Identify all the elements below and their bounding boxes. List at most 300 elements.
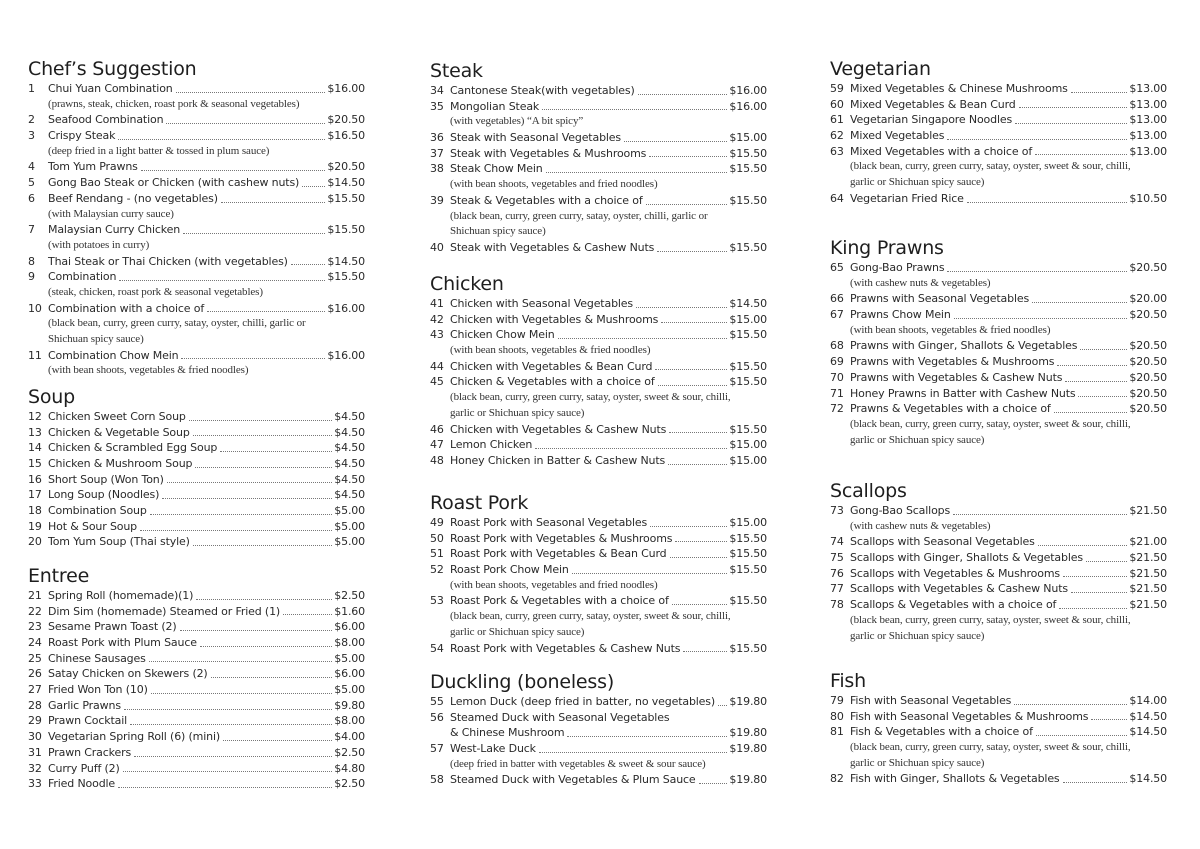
item-price: $2.50 [334, 588, 365, 602]
item-number: 66 [830, 292, 844, 306]
menu-item [830, 401, 1167, 417]
item-name: Vegetarian Fried Rice [850, 191, 964, 205]
item-number: 11 [28, 348, 42, 362]
item-name: Chicken & Vegetables with a choice of [450, 375, 655, 389]
item-price: $20.50 [1129, 355, 1167, 369]
item-name: Chicken & Mushroom Soup [48, 457, 193, 471]
dot-leader [134, 752, 332, 757]
item-number: 29 [28, 714, 42, 728]
dot-leader [558, 334, 728, 339]
item-name: Chicken with Vegetables & Cashew Nuts [450, 422, 667, 436]
item-name: Roast Pork with Vegetables & Mushrooms [450, 531, 673, 545]
menu-item [830, 771, 1167, 787]
dot-leader [1054, 408, 1128, 413]
dot-leader [119, 276, 325, 281]
dot-leader [967, 198, 1128, 203]
dot-leader [646, 200, 728, 205]
item-price: $4.50 [334, 425, 365, 439]
menu-item [28, 456, 365, 472]
item-price: $5.00 [334, 519, 365, 533]
section-title: Soup [28, 386, 75, 408]
menu-item [28, 714, 365, 730]
menu-item [430, 531, 767, 547]
item-price: $15.50 [729, 328, 767, 342]
menu-item [28, 409, 365, 425]
item-name: Steak with Vegetables & Cashew Nuts [450, 240, 655, 254]
item-price: $16.00 [327, 81, 365, 95]
dot-leader [1086, 557, 1127, 562]
menu-item-continuation [430, 725, 767, 741]
item-description: (with cashew nuts & vegetables) [850, 519, 991, 532]
menu-item [430, 741, 767, 757]
item-price: $14.50 [729, 296, 767, 310]
item-name: Chicken & Scrambled Egg Soup [48, 441, 218, 455]
menu-section [830, 479, 1167, 644]
item-description: (with cashew nuts & vegetables) [850, 276, 991, 289]
menu-item [28, 729, 365, 745]
item-description: garlic or Shichuan spicy sauce) [850, 176, 985, 189]
section-title: Roast Pork [430, 492, 529, 514]
item-price: $8.00 [334, 714, 365, 728]
item-price: $4.50 [334, 472, 365, 486]
item-name: Roast Pork with Plum Sauce [48, 636, 197, 650]
menu-item [830, 81, 1167, 97]
item-price: $20.50 [1129, 370, 1167, 384]
dot-leader [149, 657, 333, 662]
item-name: Vegetarian Spring Roll (6) (mini) [48, 730, 221, 744]
item-name: Scallops with Seasonal Vegetables [850, 535, 1035, 549]
item-price: $16.00 [327, 348, 365, 362]
dot-leader [683, 647, 727, 652]
menu-item [28, 112, 365, 128]
item-price: $20.50 [327, 113, 365, 127]
item-number: 20 [28, 535, 42, 549]
item-name: Chicken & Vegetable Soup [48, 425, 190, 439]
dot-leader [947, 135, 1127, 140]
item-name: Tom Yum Soup (Thai style) [48, 535, 190, 549]
item-price: $14.00 [1129, 693, 1167, 707]
dot-leader [953, 510, 1127, 515]
item-name: Lemon Duck (deep fried in batter, no vegetables) [450, 694, 716, 708]
item-price: $14.50 [327, 176, 365, 190]
item-price: $4.80 [334, 761, 365, 775]
item-price: $10.50 [1129, 191, 1167, 205]
dot-leader [572, 569, 728, 574]
item-name: Chicken Sweet Corn Soup [48, 409, 186, 423]
menu-item [830, 534, 1167, 550]
dot-leader [183, 229, 325, 234]
menu-section [430, 670, 767, 788]
item-number: 9 [28, 270, 35, 284]
item-name: Fish with Ginger, Shallots & Vegetables [850, 772, 1060, 786]
item-number: 30 [28, 730, 42, 744]
item-number: 14 [28, 441, 42, 455]
item-name: Roast Pork with Seasonal Vegetables [450, 515, 648, 529]
item-number: 78 [830, 598, 844, 612]
item-price: $15.50 [729, 641, 767, 655]
menu-item [430, 593, 767, 609]
menu-item [830, 191, 1167, 207]
item-number: 32 [28, 761, 42, 775]
item-number: 76 [830, 566, 844, 580]
item-price: $4.50 [334, 488, 365, 502]
item-name: Scallops with Ginger, Shallots & Vegetables [850, 551, 1083, 565]
menu-item [830, 709, 1167, 725]
dot-leader [118, 135, 325, 140]
item-name: Fish with Seasonal Vegetables & Mushrooms [850, 709, 1089, 723]
menu-item [28, 487, 365, 503]
item-name: Chicken with Vegetables & Mushrooms [450, 312, 659, 326]
dot-leader [200, 642, 332, 647]
dot-leader [1035, 150, 1127, 155]
menu-section [430, 491, 767, 656]
item-name: Sesame Prawn Toast (2) [48, 620, 177, 634]
item-number: 28 [28, 698, 42, 712]
menu-item [430, 359, 767, 375]
section-title: Vegetarian [830, 58, 931, 80]
section-title: King Prawns [830, 237, 944, 259]
item-description: (black bean, curry, green curry, satay, oyster, sweet & sour, chilli, [850, 741, 1131, 754]
item-name: Roast Pork with Vegetables & Bean Curd [450, 547, 667, 561]
dot-leader [1091, 715, 1127, 720]
item-name: Steamed Duck with Vegetables & Plum Sauce [450, 773, 696, 787]
item-name: Gong-Bao Prawns [850, 260, 945, 274]
item-number: 59 [830, 81, 844, 95]
item-number: 3 [28, 129, 35, 143]
item-price: $8.00 [334, 636, 365, 650]
item-price: $2.50 [334, 745, 365, 759]
item-price: $15.50 [729, 422, 767, 436]
item-price: $15.50 [729, 193, 767, 207]
item-description: (black bean, curry, green curry, satay, oyster, sweet & sour, chilli, [850, 417, 1131, 430]
item-price: $15.00 [729, 131, 767, 145]
item-number: 6 [28, 191, 35, 205]
item-number: 19 [28, 519, 42, 533]
menu-item [430, 130, 767, 146]
menu-section [830, 669, 1167, 787]
item-name: Garlic Prawns [48, 698, 121, 712]
item-price: $20.50 [1129, 339, 1167, 353]
section-title: Duckling (boneless) [430, 671, 615, 693]
item-number: 82 [830, 772, 844, 786]
item-number: 56 [430, 710, 444, 724]
item-name: Gong-Bao Scallops [850, 503, 951, 517]
menu-item [430, 422, 767, 438]
item-description: (steak, chicken, roast pork & seasonal vegetables) [48, 286, 263, 298]
dot-leader [130, 720, 332, 725]
menu-item [28, 503, 365, 519]
item-price: $15.50 [729, 594, 767, 608]
item-description: (deep fried in a light batter & tossed in plum sauce) [48, 144, 270, 157]
item-number: 79 [830, 693, 844, 707]
item-name: Prawns Chow Mein [850, 308, 951, 322]
item-number: 73 [830, 503, 844, 517]
item-number: 7 [28, 223, 35, 237]
menu-item [28, 159, 365, 175]
item-name: Honey Chicken in Batter & Cashew Nuts [450, 453, 666, 467]
item-number: 35 [430, 99, 444, 113]
item-number: 23 [28, 620, 42, 634]
item-description: (with bean shoots, vegetables and fried noodles) [450, 578, 658, 591]
dot-leader [124, 705, 332, 710]
menu-item [830, 566, 1167, 582]
item-name: Long Soup (Noodles) [48, 488, 160, 502]
item-price: $13.00 [1129, 113, 1167, 127]
item-price: $20.00 [1129, 292, 1167, 306]
item-name: Chui Yuan Combination [48, 81, 173, 95]
menu-item [28, 440, 365, 456]
dot-leader [151, 689, 333, 694]
item-number: 34 [430, 83, 444, 97]
item-number: 26 [28, 667, 42, 681]
item-number: 75 [830, 551, 844, 565]
dot-leader [546, 168, 728, 173]
dot-leader [624, 137, 727, 142]
menu-item [830, 724, 1167, 740]
dot-leader [672, 600, 728, 605]
item-price: $16.00 [729, 99, 767, 113]
item-number: 27 [28, 683, 42, 697]
item-price: $6.00 [334, 620, 365, 634]
menu-section [830, 236, 1167, 448]
menu-section [830, 57, 1167, 207]
menu-item [28, 761, 365, 777]
item-number: 67 [830, 308, 844, 322]
item-number: 51 [430, 547, 444, 561]
item-name: Scallops with Vegetables & Mushrooms [850, 566, 1060, 580]
item-name: Combination with a choice of [48, 301, 205, 315]
item-number: 57 [430, 742, 444, 756]
dot-leader [655, 365, 727, 370]
item-description: (black bean, curry, green curry, satay, oyster, sweet & sour, chilli, [850, 613, 1131, 626]
menu-item [430, 453, 767, 469]
dot-leader [699, 779, 728, 784]
item-price: $21.00 [1129, 535, 1167, 549]
dot-leader [211, 673, 333, 678]
dot-leader [670, 553, 728, 558]
item-name: Steak with Seasonal Vegetables [450, 131, 622, 145]
item-name: Dim Sim (homemade) Steamed or Fried (1) [48, 604, 281, 618]
item-number: 40 [430, 240, 444, 254]
item-number: 39 [430, 193, 444, 207]
item-number: 68 [830, 339, 844, 353]
section-title: Chef’s Suggestion [28, 58, 197, 80]
menu-item [28, 604, 365, 620]
item-name: Steamed Duck with Seasonal Vegetables [450, 710, 670, 724]
item-price: $16.00 [327, 301, 365, 315]
dot-leader [118, 783, 332, 788]
item-description: (black bean, curry, green curry, satay, oyster, chilli, garlic or [48, 317, 306, 330]
item-number: 45 [430, 375, 444, 389]
item-number: 74 [830, 535, 844, 549]
dot-leader [140, 526, 332, 531]
item-price: $5.00 [334, 683, 365, 697]
item-name: Prawns with Ginger, Shallots & Vegetables [850, 339, 1078, 353]
item-number: 81 [830, 725, 844, 739]
dot-leader [166, 119, 325, 124]
item-description: (with bean shoots, vegetables & fried noodles) [850, 323, 1051, 336]
menu-item [430, 772, 767, 788]
item-number: 4 [28, 160, 35, 174]
item-price: $15.50 [327, 223, 365, 237]
menu-item [28, 588, 365, 604]
dot-leader [180, 626, 333, 631]
item-price: $13.00 [1129, 129, 1167, 143]
item-number: 47 [430, 438, 444, 452]
menu-item [430, 641, 767, 657]
menu-section [28, 57, 365, 379]
item-name: Fish & Vegetables with a choice of [850, 725, 1033, 739]
item-price: $16.50 [327, 129, 365, 143]
item-name: Vegetarian Singapore Noodles [850, 113, 1013, 127]
menu-item [430, 515, 767, 531]
item-name: Prawn Cocktail [48, 714, 128, 728]
item-description: (black bean, curry, green curry, satay, oyster, chilli, garlic or [450, 209, 708, 222]
item-price: $20.50 [1129, 308, 1167, 322]
menu-item [430, 327, 767, 343]
menu-item [28, 666, 365, 682]
item-name: Combination Soup [48, 504, 147, 518]
dot-leader [196, 595, 332, 600]
item-name: Lemon Chicken [450, 438, 533, 452]
dot-leader [1071, 88, 1128, 93]
item-number: 2 [28, 113, 35, 127]
item-number: 18 [28, 504, 42, 518]
dot-leader [675, 537, 727, 542]
item-price: $15.50 [729, 547, 767, 561]
dot-leader [535, 444, 727, 449]
item-name: Mixed Vegetables [850, 129, 945, 143]
dot-leader [668, 460, 727, 465]
dot-leader [150, 510, 333, 515]
dot-leader [123, 767, 333, 772]
item-price: $4.00 [334, 730, 365, 744]
item-name: Steak & Vegetables with a choice of [450, 193, 643, 207]
item-price: $5.00 [334, 504, 365, 518]
item-name: Malaysian Curry Chicken [48, 223, 181, 237]
dot-leader [1057, 361, 1127, 366]
menu-item [430, 146, 767, 162]
dot-leader [638, 90, 728, 95]
item-number: 50 [430, 531, 444, 545]
section-title: Fish [830, 670, 866, 692]
item-name: Prawns with Vegetables & Cashew Nuts [850, 370, 1063, 384]
item-price: $5.00 [334, 651, 365, 665]
item-number: 33 [28, 777, 42, 791]
item-description: (with vegetables) “A bit spicy” [450, 115, 584, 128]
dot-leader [657, 247, 727, 252]
item-description: (with Malaysian curry sauce) [48, 207, 174, 220]
item-description: (with bean shoots, vegetables & fried noodles) [48, 364, 249, 377]
item-number: 10 [28, 301, 42, 315]
item-name: Roast Pork Chow Mein [450, 563, 569, 577]
dot-leader [167, 478, 333, 483]
item-number: 36 [430, 131, 444, 145]
item-name: Roast Pork with Vegetables & Cashew Nuts [450, 641, 681, 655]
item-number: 53 [430, 594, 444, 608]
item-price: $19.80 [729, 726, 767, 740]
menu-item [430, 546, 767, 562]
dot-leader [181, 354, 325, 359]
section-title: Scallops [830, 480, 907, 502]
item-price: $19.80 [729, 694, 767, 708]
item-price: $15.00 [729, 515, 767, 529]
item-name: Prawn Crackers [48, 745, 132, 759]
item-number: 8 [28, 254, 35, 268]
section-title: Steak [430, 60, 483, 82]
item-name: Prawns with Vegetables & Mushrooms [850, 355, 1055, 369]
dot-leader [539, 748, 728, 753]
menu-item [28, 301, 365, 317]
menu-item [28, 254, 365, 270]
item-price: $4.50 [334, 409, 365, 423]
dot-leader [283, 610, 332, 615]
dot-leader [193, 431, 333, 436]
item-number: 46 [430, 422, 444, 436]
item-price: $21.50 [1129, 503, 1167, 517]
item-number: 38 [430, 162, 444, 176]
item-name: Mixed Vegetables & Bean Curd [850, 97, 1016, 111]
item-number: 1 [28, 81, 35, 95]
item-number: 31 [28, 745, 42, 759]
item-name: Steak with Vegetables & Mushrooms [450, 146, 647, 160]
menu-item [28, 472, 365, 488]
item-number: 21 [28, 588, 42, 602]
dot-leader [291, 260, 326, 265]
item-name: Fried Won Ton (10) [48, 683, 148, 697]
menu-item [28, 745, 365, 761]
item-price: $19.80 [729, 773, 767, 787]
menu-item [830, 597, 1167, 613]
item-price: $15.50 [729, 375, 767, 389]
item-number: 77 [830, 582, 844, 596]
dot-leader [1014, 700, 1127, 705]
item-price: $6.00 [334, 667, 365, 681]
dot-leader [1038, 541, 1128, 546]
item-number: 62 [830, 129, 844, 143]
item-number: 25 [28, 651, 42, 665]
item-price: $21.50 [1129, 566, 1167, 580]
item-price: $4.50 [334, 441, 365, 455]
item-price: $14.50 [1129, 725, 1167, 739]
dot-leader [189, 416, 333, 421]
item-description: (prawns, steak, chicken, roast pork & seasonal vegetables) [48, 97, 300, 110]
menu-section [28, 564, 365, 792]
item-price: $14.50 [1129, 772, 1167, 786]
item-number: 22 [28, 604, 42, 618]
item-name: Chicken with Seasonal Vegetables [450, 296, 634, 310]
menu-item [28, 635, 365, 651]
item-price: $15.50 [729, 146, 767, 160]
item-number: 80 [830, 709, 844, 723]
dot-leader [650, 522, 727, 527]
item-description: garlic or Shichuan spicy sauce) [850, 629, 985, 642]
menu-item [28, 191, 365, 207]
item-price: $5.00 [334, 535, 365, 549]
item-price: $15.50 [729, 531, 767, 545]
item-price: $14.50 [327, 254, 365, 268]
item-price: $20.50 [327, 160, 365, 174]
menu-item [430, 99, 767, 115]
item-description: Shichuan spicy sauce) [450, 225, 546, 238]
item-price: $13.00 [1129, 97, 1167, 111]
dot-leader [223, 736, 332, 741]
menu-item [830, 370, 1167, 386]
item-description: (black bean, curry, green curry, satay, oyster, sweet & sour, chilli, [450, 391, 731, 404]
dot-leader [669, 428, 727, 433]
item-number: 72 [830, 402, 844, 416]
item-price: $15.50 [729, 240, 767, 254]
